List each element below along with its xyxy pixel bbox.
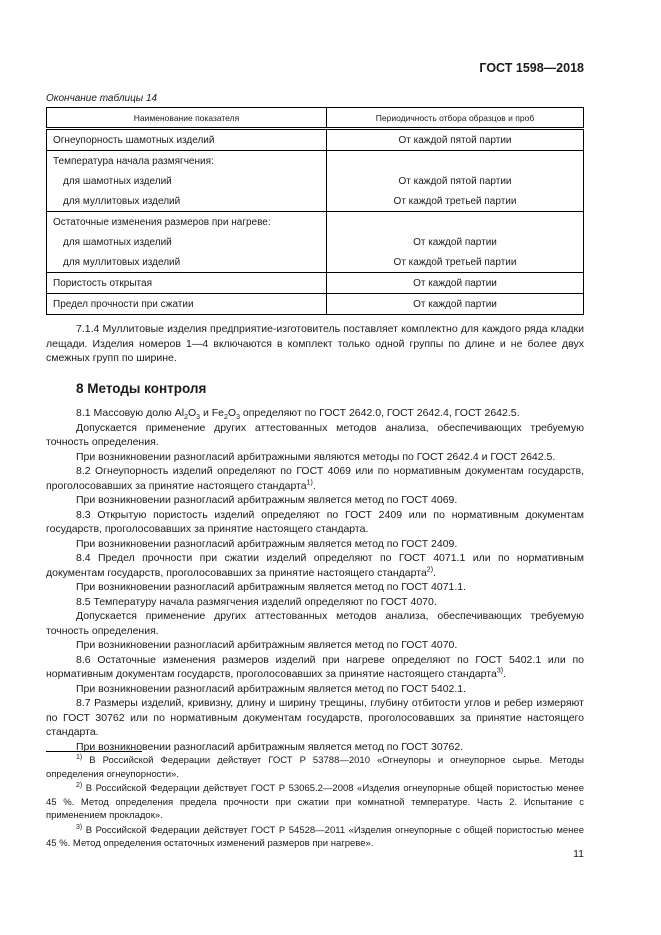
table-row [47, 191, 584, 212]
row-value: От каждой партии [327, 232, 584, 252]
table-caption: Окончание таблицы 14 [46, 93, 158, 104]
subscript: 3 [196, 414, 201, 422]
footnote-text: В Российской Федерации действует ГОСТ Р 53788—2010 «Огнеупоры и огнеупорное сырье. Методы определения огнеупорности». [46, 755, 584, 780]
column-header-indicator: Наименование показателя [47, 108, 327, 129]
clause-8-5: 8.5 Температуру начала размягчения изделий определяют по ГОСТ 4070. [76, 595, 437, 608]
row-name: Пористость открытая [47, 273, 327, 294]
footnote-2 [46, 782, 584, 823]
text-fragment: определяют по ГОСТ 2642.0, ГОСТ 2642.4, ГОСТ 2642.5. [239, 407, 520, 419]
row-value: От каждой пятой партии [327, 129, 584, 151]
paragraph: При возникновении разногласий арбитражным является метод по ГОСТ 4071.1. [76, 581, 467, 593]
clause-8-7: 8.7 Размеры изделий, кривизну, длину и ширину трещины, глубину отбитости углов и ребер измеряют по ГОСТ 30762 или по нормативным документам государств, проголосовавших за принятие настоящего стандарта. [46, 697, 584, 738]
row-name: для шамотных изделий [47, 171, 327, 191]
clause-8-4: 8.4 Предел прочности при сжатии изделий определяют по ГОСТ 4071.1 или по нормативным документам государств, проголосовавших за принятие настоящего стандарта$^{2)}$. [46, 552, 584, 579]
text-fragment: и Fe [200, 407, 224, 419]
text-fragment: 8.2 Огнеупорность изделий определяют по ГОСТ 4069 или по нормативным документам государств, проголосовавших за принятие настоящего стандарта [46, 465, 584, 492]
row-name: Предел прочности при сжатии [47, 294, 327, 315]
subscript: 3 [236, 414, 240, 422]
text-fragment: O [187, 407, 197, 419]
paragraph: Допускается применение других аттестованных методов анализа, обеспечивающих требуемую точность определения. [46, 421, 584, 448]
table-row [47, 212, 584, 233]
table-row [47, 151, 584, 172]
row-value: От каждой партии [327, 294, 584, 315]
table-row [47, 232, 584, 252]
table-row [47, 129, 584, 151]
clause-7-1-4-block [46, 322, 584, 366]
row-name: для муллитовых изделий [47, 191, 327, 212]
text-fragment: 8.4 Предел прочности при сжатии изделий определяют по ГОСТ 4071.1 или по нормативным документам государств, проголосовавших за принятие настоящего стандарта [46, 552, 584, 579]
text-fragment: 8.6 Остаточные изменения размеров изделий при нагреве определяют по ГОСТ 5402.1 или по нормативным документам государств, проголосовавших за принятие настоящего стандарта [46, 653, 584, 680]
text-fragment: 8.1 Массовую долю Al [76, 407, 185, 419]
row-name: Огнеупорность шамотных изделий [47, 129, 327, 151]
paragraph: При возникновении разногласий арбитражными являются методы по ГОСТ 2642.4 и ГОСТ 2642.5. [76, 450, 556, 463]
row-value: От каждой пятой партии [327, 171, 584, 191]
clause-8-6: 8.6 Остаточные изменения размеров изделий при нагреве определяют по ГОСТ 5402.1 или по нормативным документам государств, проголосовавших за принятие настоящего стандарта$^{3)}$. [46, 653, 584, 680]
section-title: 8 Методы контроля [76, 381, 207, 396]
footnote-ref[interactable]: 2) [426, 566, 434, 573]
footnote-text: В Российской Федерации действует ГОСТ Р 54528—2011 «Изделия огнеупорные с общей пористостью менее 45 %. Метод определения остаточных изменений размеров при нагреве». [46, 824, 584, 849]
row-value: От каждой третьей партии [327, 191, 584, 212]
table-row [47, 273, 584, 294]
subscript: 2 [184, 414, 188, 422]
table-row [47, 294, 584, 315]
paragraph: При возникновении разногласий арбитражным является метод по ГОСТ 2409. [76, 537, 458, 550]
clause-7-1-4: 7.1.4 Муллитовые изделия предприятие-изготовитель поставляет комплектно для каждого ряда кладки лещади. Изделия номеров 1—4 включаются в комплект только одной группы по длине и не более двух смежных групп по ширине. [46, 323, 584, 364]
standard-designation: ГОСТ 1598—2018 [479, 61, 584, 75]
table-row [47, 252, 584, 273]
text-fragment: O [227, 407, 237, 419]
row-value: От каждой третьей партии [327, 252, 584, 273]
clause-8-3: 8.3 Открытую пористость изделий определяют по ГОСТ 2409 или по нормативным документам государств, проголосовавших за принятие настоящего стандарта. [46, 508, 584, 535]
row-value [327, 151, 584, 172]
row-name: для муллитовых изделий [47, 252, 327, 273]
page-number: 11 [573, 848, 584, 860]
paragraph: Допускается применение других аттестованных методов анализа, обеспечивающих требуемую точность определения. [46, 610, 584, 637]
row-value: От каждой партии [327, 273, 584, 294]
section-8-body [46, 406, 584, 754]
paragraph: При возникновении разногласий арбитражным является метод по ГОСТ 30762. [76, 740, 464, 753]
footnote-text: В Российской Федерации действует ГОСТ Р 53065.2—2008 «Изделия огнеупорные общей пористостью менее 45 %. Метод определения предела прочности при сжатии при комнатной температуре. Часть 2. Испытание с применением прокладок». [46, 783, 584, 821]
clause-8-1 [46, 406, 584, 421]
clause-8-2: 8.2 Огнеупорность изделий определяют по ГОСТ 4069 или по нормативным документам государств, проголосовавших за принятие настоящего стандарта$^{1)}$. [46, 465, 584, 492]
footnote-1 [46, 754, 584, 781]
table-header-row [47, 108, 584, 129]
row-name: для шамотных изделий [47, 232, 327, 252]
table-row [47, 171, 584, 191]
footnote-ref[interactable]: 1) [306, 479, 313, 486]
row-name: Температура начала размягчения: [47, 151, 327, 172]
paragraph: При возникновении разногласий арбитражным является метод по ГОСТ 5402.1. [76, 682, 467, 695]
footnote-mark: 3) [76, 823, 83, 831]
footnote-divider [46, 751, 142, 752]
footnote-mark: 2) [76, 781, 83, 789]
table-14 [46, 107, 584, 315]
footnotes [46, 754, 584, 852]
footnote-mark: 1) [76, 753, 83, 761]
paragraph: При возникновении разногласий арбитражным является метод по ГОСТ 4070. [76, 639, 458, 651]
footnote-3 [46, 824, 584, 851]
column-header-periodicity: Периодичность отбора образцов и проб [327, 108, 584, 129]
row-value [327, 212, 584, 233]
paragraph: При возникновении разногласий арбитражным является метод по ГОСТ 4069. [76, 494, 458, 506]
subscript: 2 [224, 414, 228, 422]
footnote-ref[interactable]: 3) [496, 667, 504, 675]
row-name: Остаточные изменения размеров при нагреве: [47, 212, 327, 233]
